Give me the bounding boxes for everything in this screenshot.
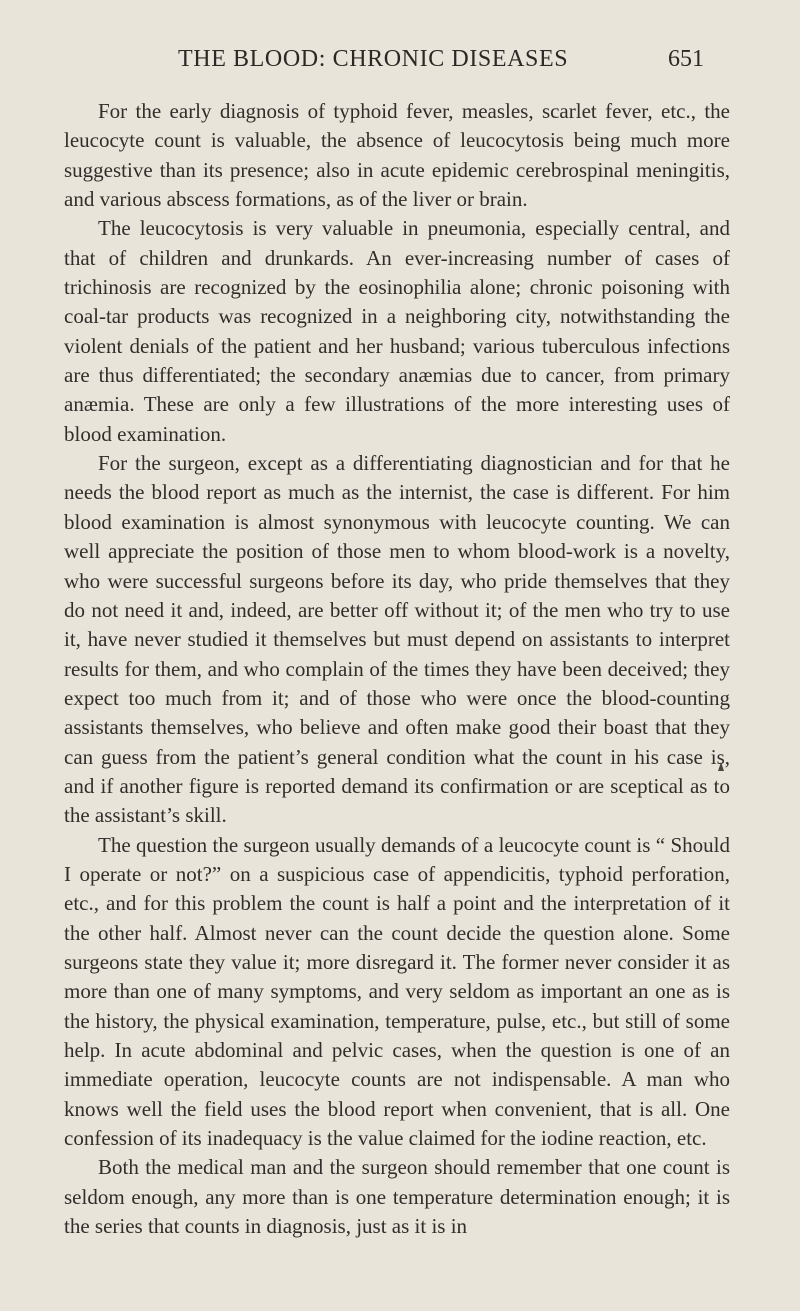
paragraph-3: For the surgeon, except as a differentiating diagnostician and for that he needs the blood report as much as the internist, the case is different. For him blood examination is almost synonymous with leucocyte counting. We can well appreciate the position of those men to whom blood-work is a novelty, who were successful surgeons before its day, who pride themselves that they do not need it and, indeed, are better off without it; of the men who try to use it, have never studied it themselves but must depend on assistants to interpret results for them, and who complain of the times they have been deceived; they expect too much from it; and of those who were once the blood-counting assistants themselves, who believe and often make good their boast that they can guess from the patient’s general condition what the count in his case is, and if another figure is reported demand its confirmation or are sceptical as to the assistant’s skill. xyxy=(64,451,730,828)
paragraph-5: Both the medical man and the surgeon should remember that one count is seldom enough, any more than is one temperature determination enough; it is the series that counts in diagnosis, just as it is in xyxy=(64,1155,730,1239)
paragraph-1: For the early diagnosis of typhoid fever, measles, scarlet fever, etc., the leucocyte count is valuable, the absence of leucocytosis being much more suggestive than its presence; also in acute epidemic cerebrospinal meningitis, and various abscess formations, as of the liver or brain. xyxy=(64,99,730,212)
paragraph-2: The leucocytosis is very valuable in pneumonia, especially central, and that of children and drunkards. An ever-increasing number of cases of trichinosis are recognized by the eosinophilia alone; chronic poisoning with coal-tar products was recognized in a neighboring city, notwithstanding the violent denials of the patient and her husband; various tuberculous infections are thus differentiated; the secondary anæmias due to cancer, from primary anæmia. These are only a few illustrations of the more interesting uses of blood examination. xyxy=(64,216,730,446)
page-header xyxy=(0,40,800,80)
page-number: 651 xyxy=(668,46,704,72)
paragraph-4: The question the surgeon usually demands of a leucocyte count is “ Should I operate or not?” on a suspicious case of appendicitis, typhoid perforation, etc., and for this problem the count is half a point and the interpretation of it the other half. Almost never can the count decide the question alone. Some surgeons state they value it; more disregard it. The former never consider it as more than one of many symptoms, and very seldom as important an one as is the history, the physical examination, temperature, pulse, etc., but still of some help. In acute abdominal and pelvic cases, when the question is one of an immediate operation, leucocyte counts are not indispensable. A man who knows well the field uses the blood report when convenient, that is all. One confession of its inadequacy is the value claimed for the iodine reaction, etc. xyxy=(64,832,730,1151)
margin-mark-icon xyxy=(718,762,724,771)
body-text xyxy=(64,97,730,1241)
running-head: THE BLOOD: CHRONIC DISEASES xyxy=(178,46,569,72)
